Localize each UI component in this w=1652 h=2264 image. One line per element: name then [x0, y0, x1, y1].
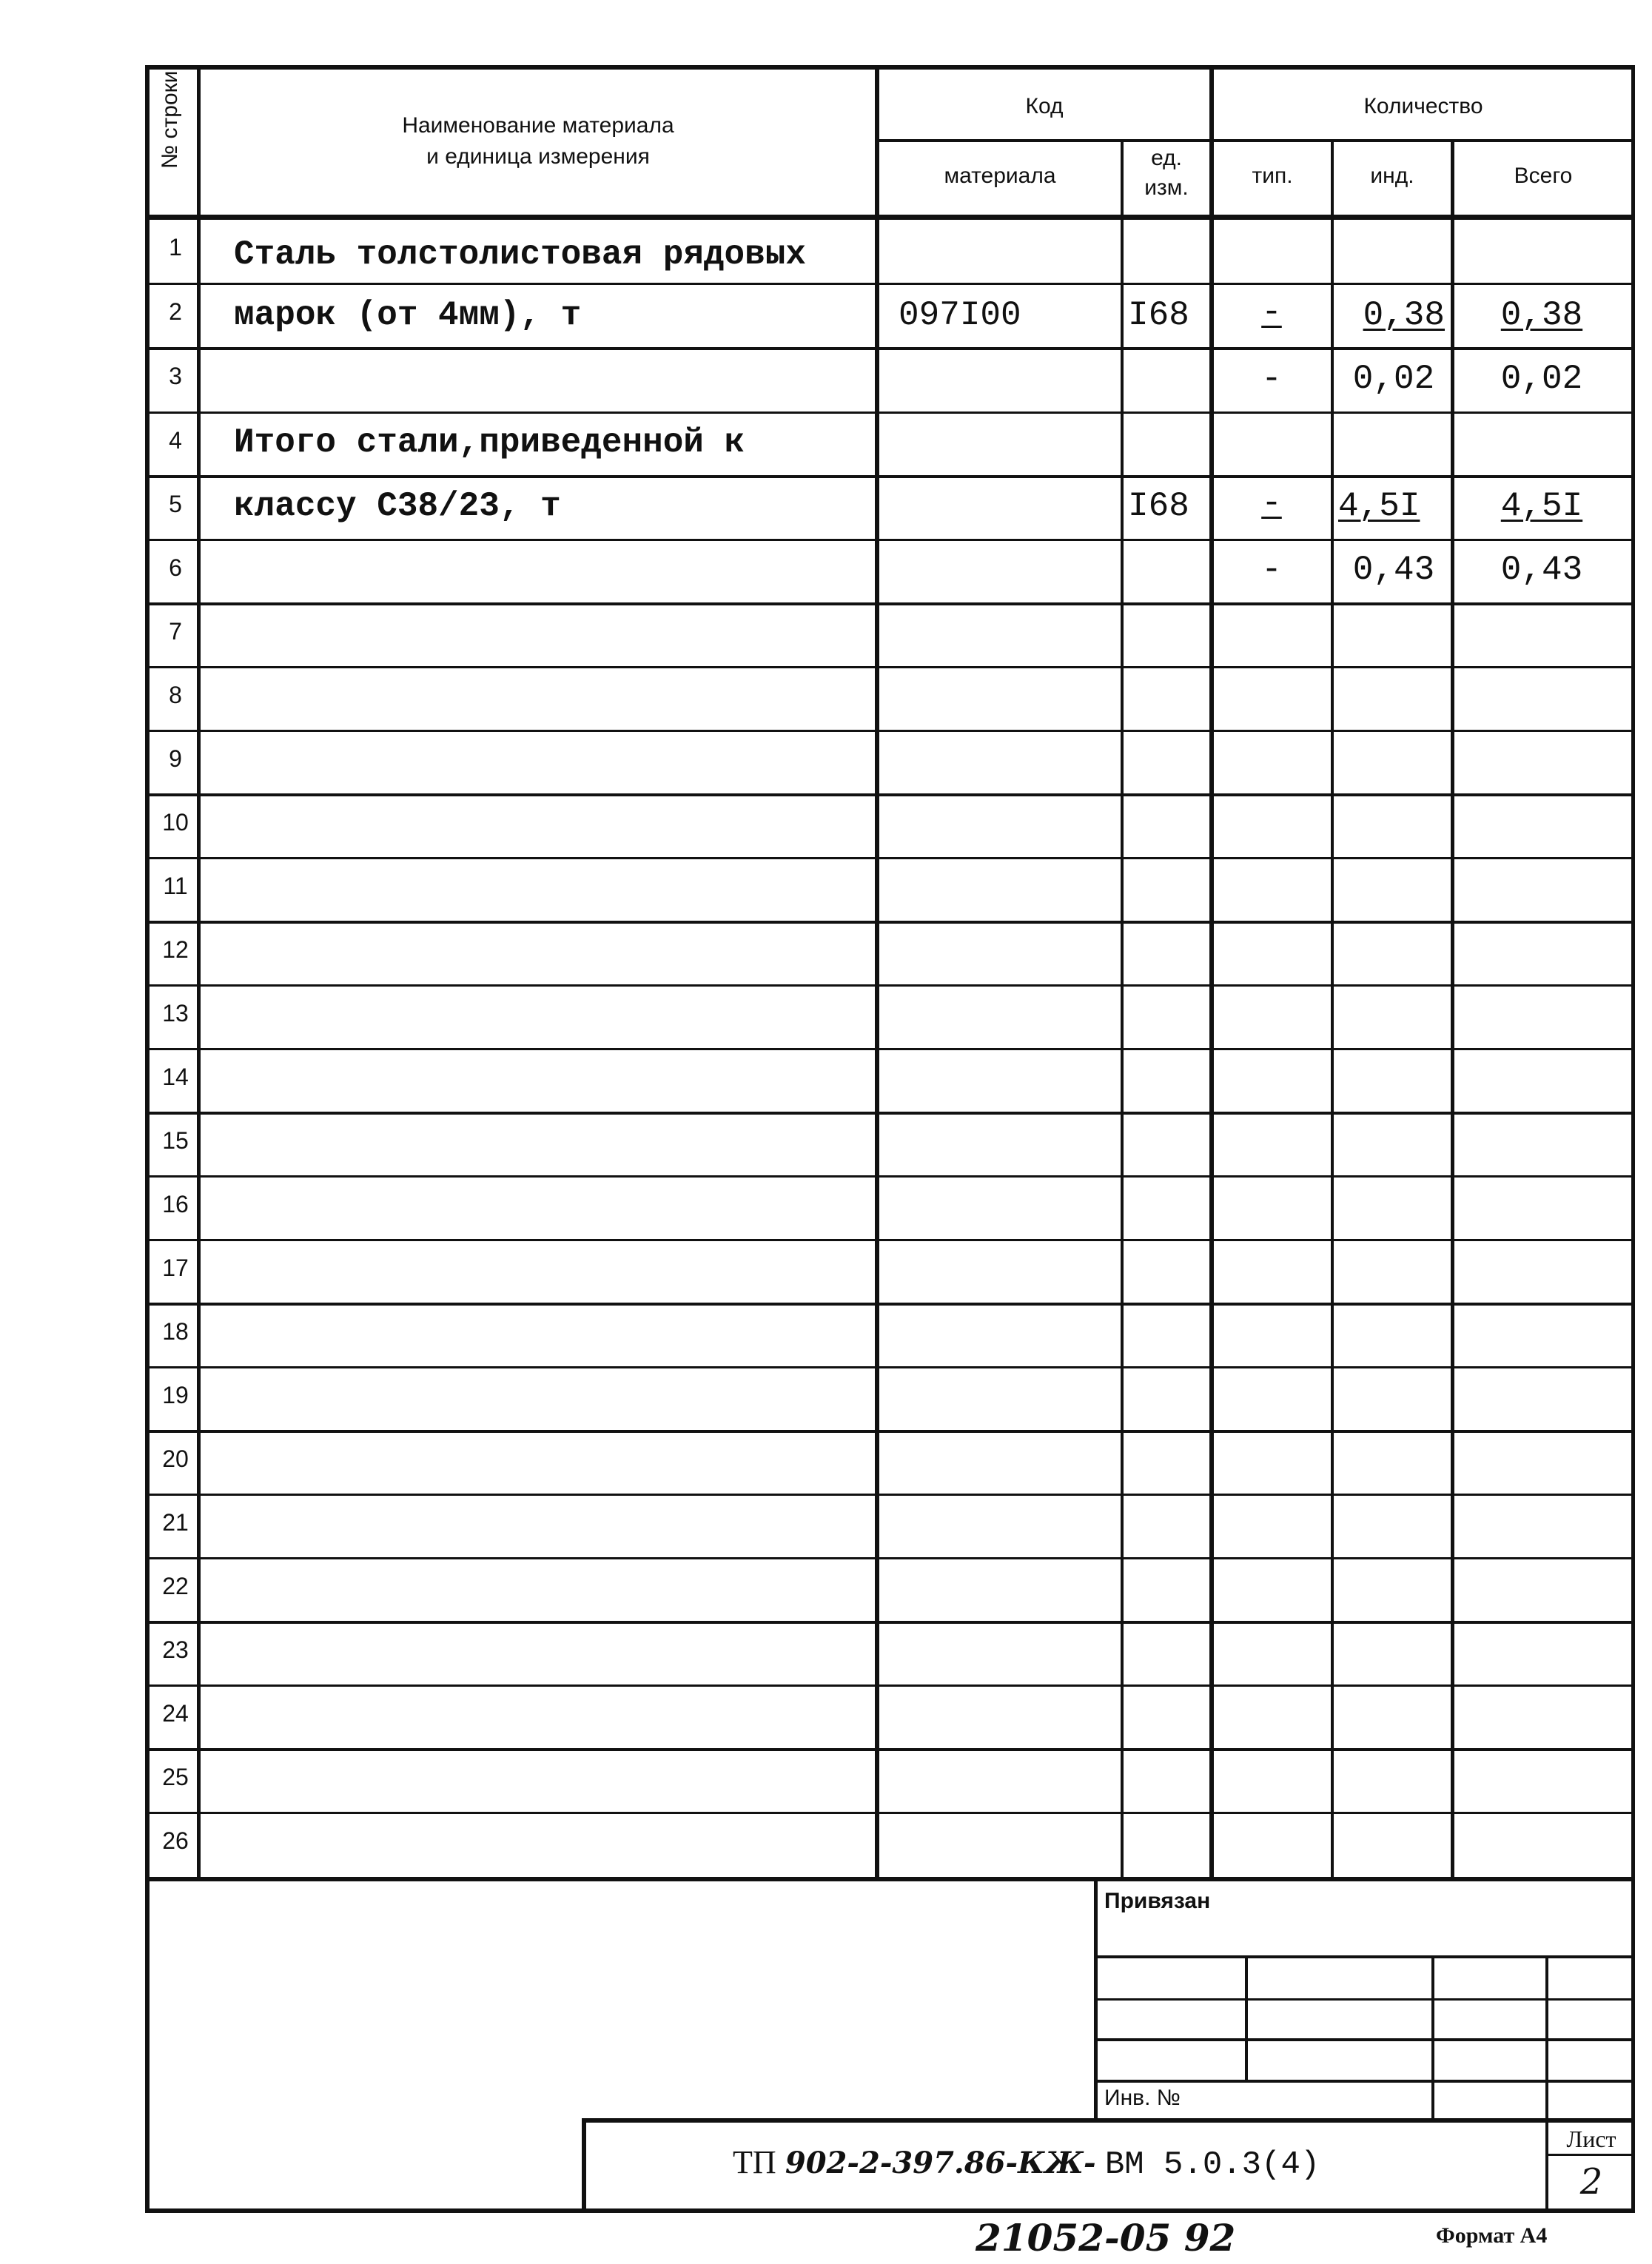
row-line: [145, 1239, 1635, 1241]
ind-value: 0,38: [1363, 296, 1445, 335]
row-line: [145, 1112, 1635, 1115]
row-line: [145, 1175, 1635, 1178]
total-value: 4,5I: [1500, 487, 1583, 525]
material-name: Итого стали,приведенной к: [234, 423, 745, 462]
row-number: 13: [162, 1000, 189, 1027]
table-bottom-line: [145, 1877, 1635, 1881]
frame-right-border: [1631, 65, 1635, 2211]
row-number: 18: [162, 1318, 189, 1345]
sheet-label: Лист: [1566, 2126, 1616, 2152]
row-number: 24: [162, 1700, 189, 1727]
row-number: 12: [162, 936, 189, 963]
material-code: 097I00: [899, 296, 1021, 335]
row-number: 7: [169, 618, 182, 645]
col-divider-ind: [1451, 141, 1454, 1880]
material-code-header: материала: [944, 164, 1056, 188]
row-number: 3: [169, 363, 182, 389]
total-value: 0,38: [1500, 296, 1583, 335]
typ-value: -: [1261, 293, 1282, 332]
row-line: [145, 921, 1635, 924]
row-number: 22: [162, 1573, 189, 1599]
material-name: классу С38/23, т: [234, 487, 561, 525]
typ-value: -: [1261, 360, 1282, 398]
ind-value: 0,43: [1352, 551, 1435, 589]
typ-header: тип.: [1252, 164, 1293, 188]
row-line: [145, 1812, 1635, 1814]
stamp-divider: [1545, 1955, 1548, 2121]
row-line: [145, 283, 1635, 285]
row-number-header: № строки: [158, 70, 182, 169]
row-line: [145, 539, 1635, 541]
row-number: 1: [169, 234, 182, 261]
row-line: [145, 1557, 1635, 1559]
row-line: [145, 1684, 1635, 1687]
col-divider-typ: [1331, 141, 1334, 1880]
row-number: 10: [162, 809, 189, 836]
row-line: [145, 347, 1635, 350]
row-number: 16: [162, 1191, 189, 1217]
ind-header: инд.: [1370, 164, 1414, 188]
row-number: 11: [163, 873, 188, 899]
stamp-line: [1094, 1955, 1634, 1958]
row-number: 15: [162, 1127, 189, 1154]
frame-bottom-border: [145, 2208, 1635, 2213]
row-line: [145, 1303, 1635, 1306]
row-line: [145, 984, 1635, 987]
row-line: [145, 666, 1635, 668]
designation-left-line: [582, 2118, 586, 2211]
frame-top-border: [145, 65, 1635, 70]
row-line: [145, 857, 1635, 859]
header-bottom-line: [145, 215, 1635, 220]
total-value: 0,43: [1500, 551, 1583, 589]
row-line: [145, 1621, 1635, 1624]
row-number: 21: [162, 1509, 189, 1536]
row-number: 17: [162, 1254, 189, 1281]
ind-value: 0,02: [1352, 360, 1435, 398]
designation-prefix: ТП: [733, 2144, 776, 2180]
row-number: 20: [162, 1445, 189, 1472]
col-divider-unit: [1209, 65, 1214, 1880]
row-number: 9: [169, 745, 182, 772]
order-number: 21052-05 92: [976, 2216, 1236, 2260]
designation-handwritten: 902-2-397.86-КЖ-: [785, 2146, 1096, 2180]
material-name: Сталь толстолистовая рядовых: [234, 235, 806, 274]
unit-header-line2: изм.: [1144, 175, 1189, 200]
stamp-left-divider: [1094, 1880, 1098, 2121]
row-line: [145, 730, 1635, 732]
stamp-line: [1094, 2038, 1634, 2041]
unit-header-line1: ед.: [1151, 146, 1182, 170]
stamp-line: [1094, 2080, 1634, 2083]
row-number: 19: [162, 1382, 189, 1408]
row-number: 14: [162, 1064, 189, 1090]
name-header-line2: и единица измерения: [426, 144, 650, 169]
col-divider-material: [1121, 141, 1124, 1880]
material-name: марок (от 4мм), т: [234, 296, 582, 335]
header-subgroup-line: [875, 139, 1633, 142]
row-line: [145, 1494, 1635, 1496]
row-number: 5: [169, 491, 182, 517]
ind-value: 4,5I: [1338, 487, 1420, 525]
inventory-number-label: Инв. №: [1104, 2086, 1181, 2110]
unit-code: I68: [1128, 487, 1189, 525]
designation-top-line: [582, 2118, 1634, 2123]
col-divider-rownum: [197, 65, 201, 1880]
designation-suffix: ВМ 5.0.3(4): [1104, 2146, 1320, 2183]
row-number: 23: [162, 1636, 189, 1663]
stamp-divider: [1431, 1955, 1434, 2121]
quantity-group-header: Количество: [1363, 94, 1483, 118]
total-header: Всего: [1514, 164, 1573, 188]
row-number: 8: [169, 682, 182, 708]
row-line: [145, 1748, 1635, 1751]
row-number: 25: [162, 1764, 189, 1790]
total-value: 0,02: [1500, 360, 1583, 398]
stamp-line: [1094, 1998, 1634, 2001]
sheet-label-line: [1545, 2154, 1634, 2156]
name-header-line1: Наименование материала: [402, 113, 674, 138]
row-line: [145, 1430, 1635, 1433]
row-number: 4: [169, 427, 182, 454]
sheet-number: 2: [1579, 2161, 1603, 2203]
row-number: 6: [169, 554, 182, 581]
row-line: [145, 602, 1635, 605]
frame-left-border: [145, 65, 150, 2211]
row-line: [145, 793, 1635, 796]
paper-format: Формат А4: [1436, 2223, 1548, 2248]
unit-code: I68: [1128, 296, 1189, 335]
row-line: [145, 475, 1635, 478]
privyazan-label: Привязан: [1104, 1889, 1211, 1913]
row-number: 2: [169, 298, 182, 325]
row-line: [145, 1048, 1635, 1050]
col-divider-name: [875, 65, 879, 1880]
typ-value: -: [1261, 551, 1282, 589]
typ-value: -: [1261, 484, 1282, 523]
row-line: [145, 1366, 1635, 1368]
stamp-divider: [1245, 1955, 1248, 2081]
row-number: 26: [162, 1827, 189, 1854]
code-group-header: Код: [1025, 94, 1064, 118]
document-designation: [733, 2143, 1320, 2183]
row-line: [145, 412, 1635, 414]
